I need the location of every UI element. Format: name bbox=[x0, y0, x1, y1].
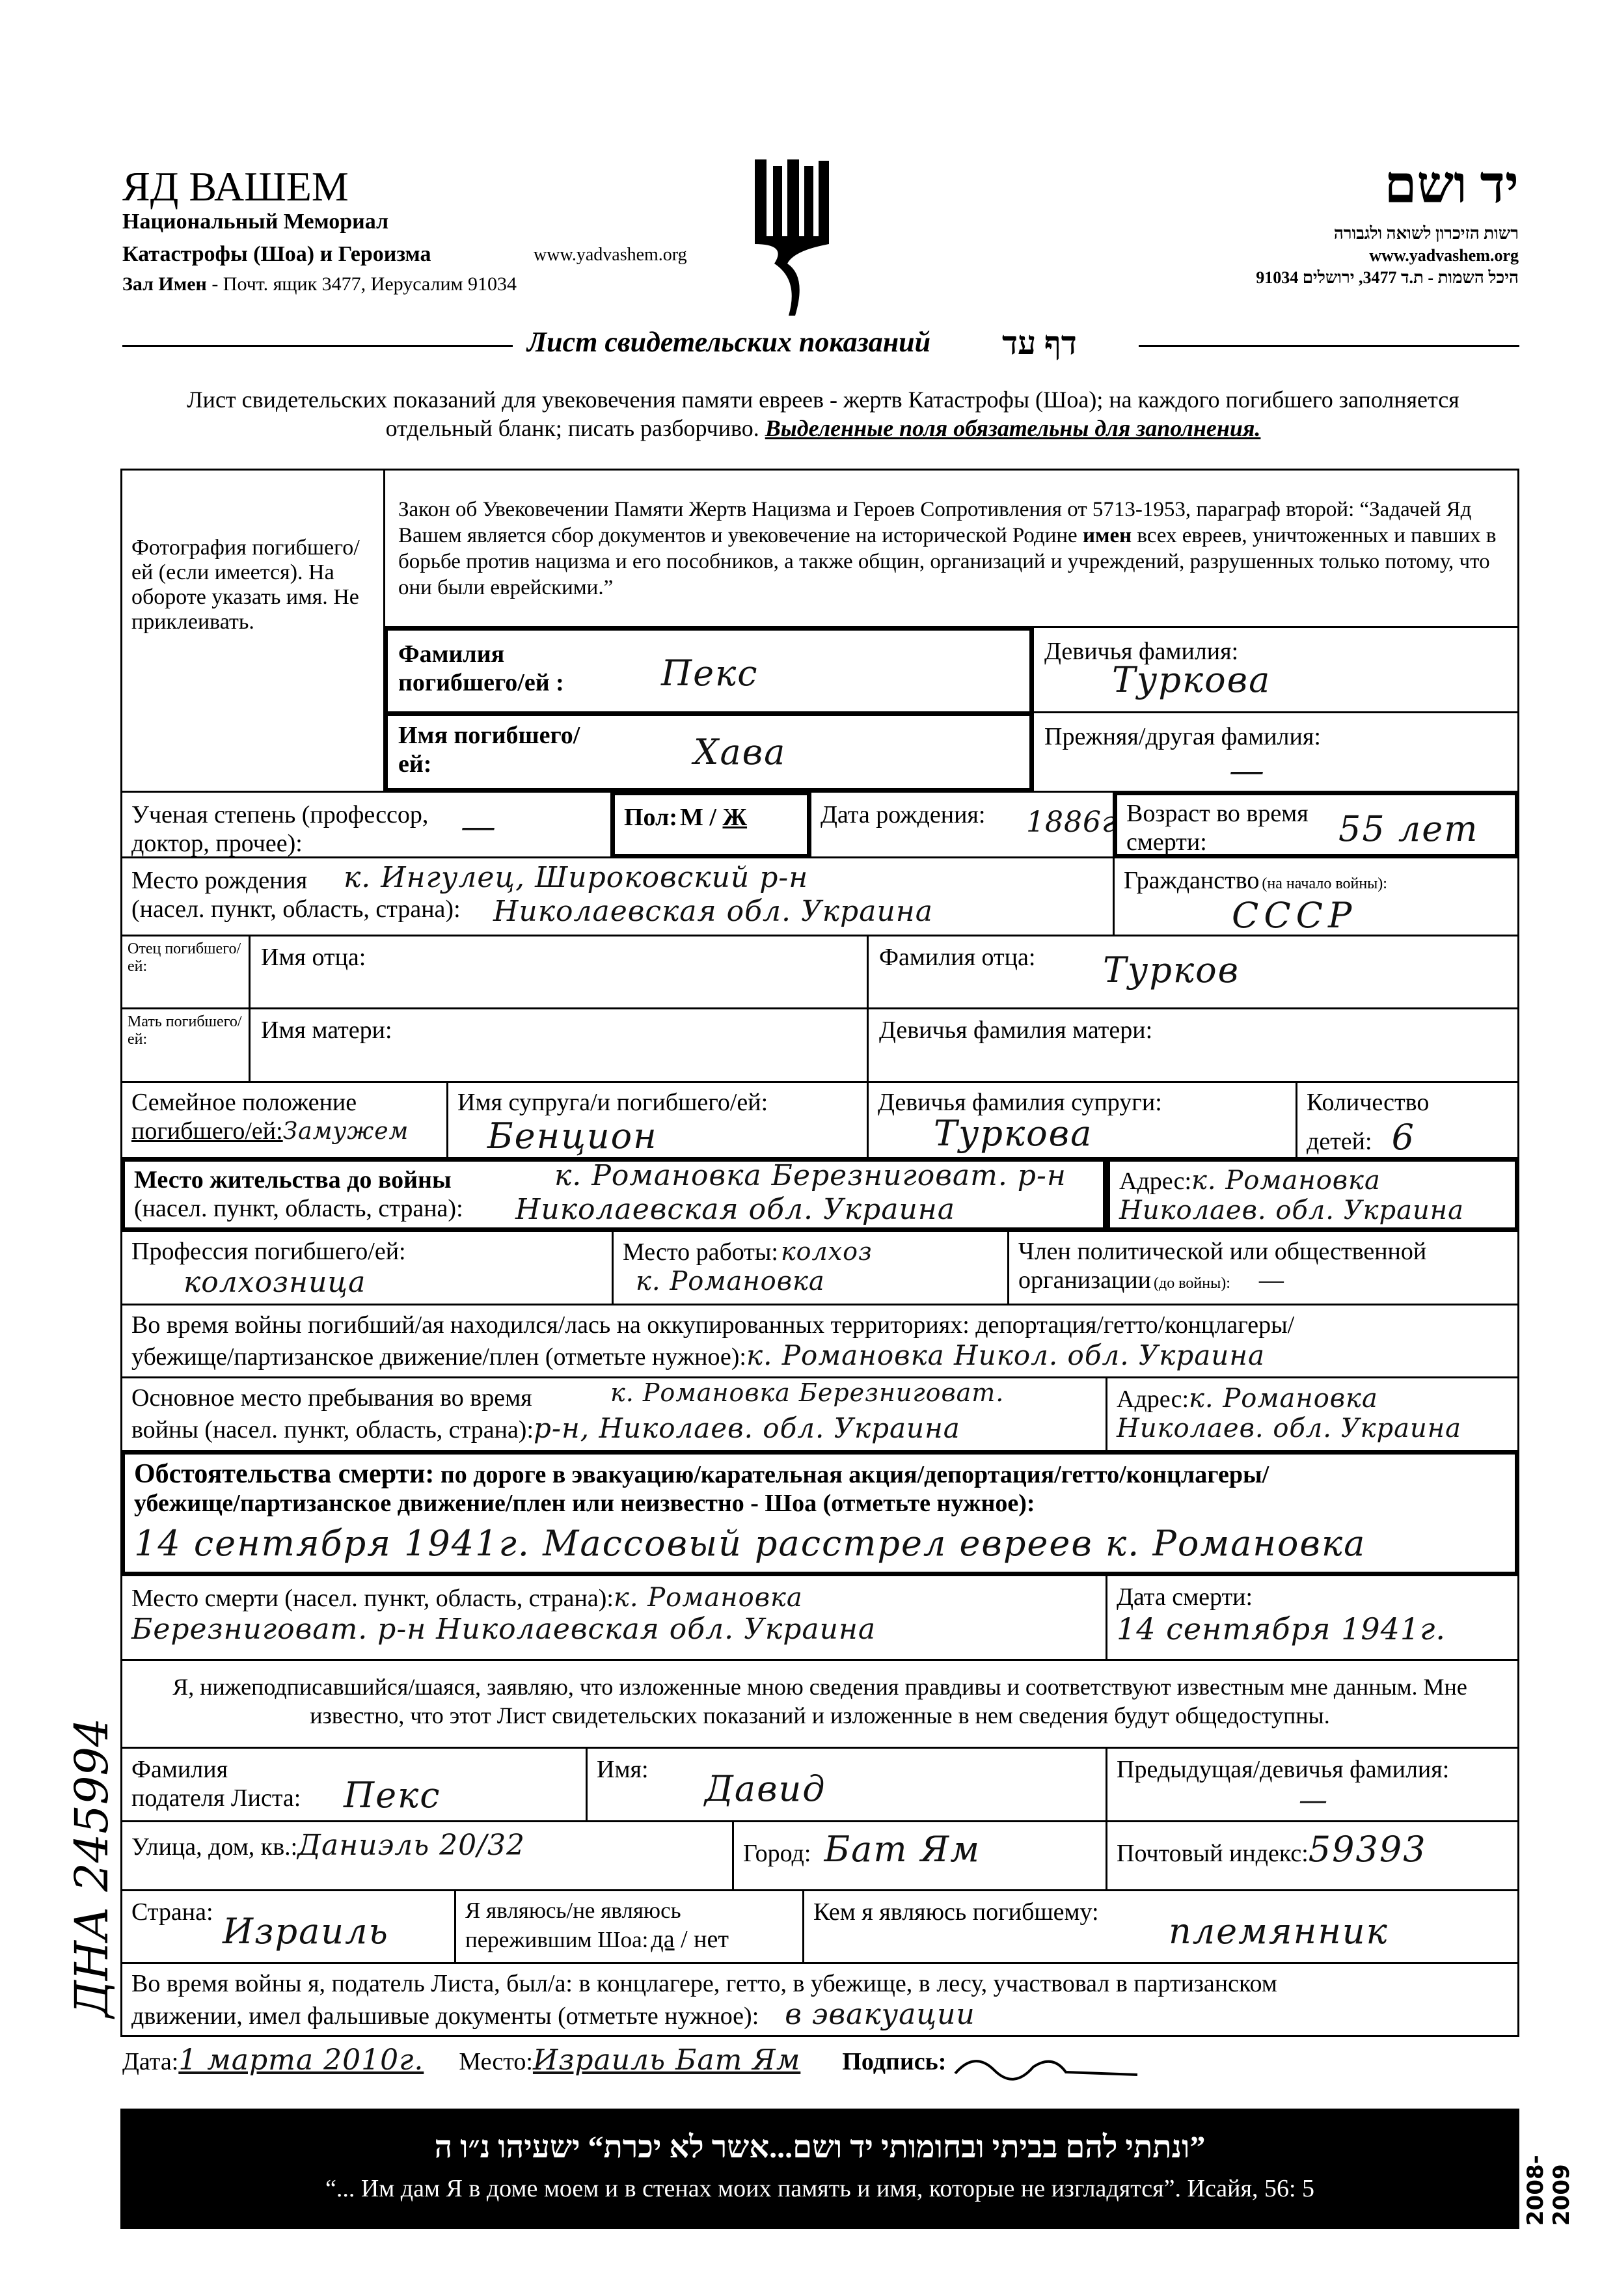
yad-vashem-logo-icon bbox=[748, 153, 833, 322]
sex-field[interactable]: Пол: М / Ж bbox=[610, 791, 811, 858]
survivor-yes-option[interactable]: да bbox=[651, 1926, 675, 1953]
father-surname-field[interactable]: Фамилия отца: Турков bbox=[867, 935, 1519, 1009]
organization-member-field[interactable]: Член политической или общественной организации (до войны): — bbox=[1007, 1230, 1519, 1305]
edition-years: 2008-2009 bbox=[1523, 2155, 1575, 2226]
declaration: Я, нижеподписавшийся/шаяся, заявляю, что изложенные мною сведения правдивы и соответствуют известным мне данным. Мне известно, что этот Лист свидетельских показаний и изложенные в нем сведения будут общедоступны. bbox=[120, 1659, 1519, 1749]
title-rule-right bbox=[1139, 345, 1519, 347]
victim-name-field[interactable]: Имя погибшего/ей: Хава bbox=[383, 711, 1034, 793]
spouse-name-field[interactable]: Имя супруга/и погибшего/ей: Бенцион bbox=[446, 1081, 869, 1159]
submitter-country-field[interactable]: Страна: Израиль bbox=[120, 1889, 456, 1964]
profession-field[interactable]: Профессия погибшего/ей: колхозница bbox=[120, 1230, 614, 1305]
archive-number: ДНА 245994 bbox=[65, 1717, 118, 2017]
mother-side-label: Мать погибшего/ ей: bbox=[120, 1007, 251, 1083]
ru-subtitle-2: Катастрофы (Шоа) и Героизма bbox=[122, 242, 431, 266]
submitter-zip-field[interactable]: Почтовый индекс:59393 bbox=[1106, 1820, 1519, 1891]
sex-option-m[interactable]: М bbox=[680, 804, 703, 831]
submitter-street-field[interactable]: Улица, дом, кв.:Даниэль 20/32 bbox=[120, 1820, 734, 1891]
victim-maiden-field[interactable]: Девичья фамилия: Туркова bbox=[1032, 626, 1519, 713]
submitter-war-status-field[interactable]: Во время войны я, податель Листа, был/а: в концлагере, гетто, в убежище, в лесу, участвовал в партизанском движении, имел фальшивые документы (отметьте нужное): в эвакуации bbox=[120, 1962, 1519, 2037]
occupied-territories-field[interactable]: Во время войны погибший/ая находился/лась на оккупированных территориях: депортация/гетто/концлагеры/ убежище/партизанское движение/плен (отметьте нужное):к. Романовка Никол. обл. Украина bbox=[120, 1304, 1519, 1378]
submitter-city-field[interactable]: Город: Бат Ям bbox=[732, 1820, 1107, 1891]
ru-subtitle-1: Национальный Мемориал bbox=[122, 210, 389, 234]
required-note: Выделенные поля обязательны для заполнения. bbox=[765, 415, 1261, 441]
marital-status-field[interactable]: Семейное положение погибшего/ей:Замужем bbox=[120, 1081, 448, 1159]
children-count-field[interactable]: Количество детей: 6 bbox=[1296, 1081, 1519, 1159]
quote-hebrew: ”ונתתי להם בביתי ובחומותי יד ושם...אשר לא יכרת“ ישעיהו נ״ו ה bbox=[434, 2130, 1206, 2165]
dob-field[interactable]: Дата рождения: 1886г bbox=[809, 791, 1115, 858]
victim-other-surname-field[interactable]: Прежняя/другая фамилия: — bbox=[1032, 711, 1519, 793]
signature-line: Дата:1 марта 2010г. Место:Израиль Бат Ям Подпись: bbox=[122, 2043, 1515, 2086]
he-website: www.yadvashem.org bbox=[1369, 246, 1519, 265]
ru-title: ЯД ВАШЕМ bbox=[122, 163, 349, 210]
submitter-previous-surname-field[interactable]: Предыдущая/девичья фамилия: — bbox=[1106, 1747, 1519, 1822]
sign-place-value[interactable]: Израиль Бат Ям bbox=[532, 2043, 801, 2077]
submitter-name-field[interactable]: Имя: Давид bbox=[586, 1747, 1107, 1822]
father-side-label: Отец погибшего/ ей: bbox=[120, 935, 251, 1009]
victim-surname-value: Пекс bbox=[661, 653, 759, 694]
he-title: יד ושם bbox=[1384, 157, 1519, 214]
intro-text: Лист свидетельских показаний для увековечения памяти евреев - жертв Катастрофы (Шоа); на каждого погибшего заполняется отдельный бланк; писать разборчиво. Выделенные поля обязательны для заполнения. bbox=[187, 387, 1459, 441]
ru-postal-address: - Почт. ящик 3477, Иерусалим 91034 bbox=[206, 273, 517, 295]
death-date-field[interactable]: Дата смерти: 14 сентября 1941г. bbox=[1106, 1574, 1519, 1661]
photo-cell[interactable]: Фотография погибшего/ей (если имеется). На обороте указать имя. Не приклеивать. bbox=[120, 469, 385, 793]
title-rule-left bbox=[122, 345, 513, 347]
law-cell: Закон об Увековечении Памяти Жертв Нацизма и Героев Сопротивления от 5713-1953, параграф второй: “Задачей Яд Вашем является сбор документов и увековечение на исторической Родине имен всех евреев, уничтоженных и павших в борьбе против нацизма и его пособников, а также общин, организаций и учреждений, разрушенных только потому, что они были еврейскими.” bbox=[383, 469, 1519, 628]
quote-russian: “... Им дам Я в доме моем и в стенах моих память и имя, которые не изгладятся”. Исайя, 56: 5 bbox=[325, 2175, 1315, 2202]
signature-scribble-icon bbox=[949, 2047, 1144, 2086]
form-title-he: דף עד bbox=[1002, 325, 1077, 361]
he-postal-address: היכל השמות - ת.ד 3477, ירושלים 91034 bbox=[1256, 268, 1519, 287]
war-place-field[interactable]: Основное место пребывания во время войны (насел. пункт, область, страна):р-н, Николаев. обл. Украина к. Романовка Березниговат. bbox=[120, 1376, 1107, 1452]
workplace-field[interactable]: Место работы: колхоз к. Романовка bbox=[612, 1230, 1009, 1305]
mother-name-field[interactable]: Имя матери: bbox=[249, 1007, 869, 1083]
father-name-field[interactable]: Имя отца: bbox=[249, 935, 869, 1009]
victim-surname-field[interactable]: Фамилия погибшего/ей : Пекс bbox=[383, 626, 1034, 716]
ru-hall-of-names: Зал Имен bbox=[122, 273, 207, 295]
birthplace-field[interactable]: Место рождения (насел. пункт, область, страна): к. Ингулец, Широковский р-н Николаевская обл. Украина bbox=[120, 856, 1115, 936]
relation-field[interactable]: Кем я являюсь погибшему: племянник bbox=[802, 1889, 1519, 1964]
submitter-surname-field[interactable]: Фамилия подателя Листа: Пекс bbox=[120, 1747, 588, 1822]
form-title: Лист свидетельских показаний bbox=[527, 326, 931, 358]
sign-date-value[interactable]: 1 марта 2010г. bbox=[178, 2043, 424, 2077]
mother-maiden-field[interactable]: Девичья фамилия матери: bbox=[867, 1007, 1519, 1083]
he-subtitle: רשות הזיכרון לשואה ולגבורה bbox=[1333, 224, 1519, 243]
sex-option-f[interactable]: Ж bbox=[722, 804, 748, 831]
residence-field[interactable]: Место жительства до войны (насел. пункт, область, страна): к. Романовка Березниговат. р-н Николаевская обл. Украина bbox=[120, 1157, 1107, 1232]
death-place-field[interactable]: Место смерти (насел. пункт, область, страна):к. Романовка Березниговат. р-н Николаевская обл. Украина bbox=[120, 1574, 1107, 1661]
degree-field[interactable]: Ученая степень (профессор, доктор, прочее): — bbox=[120, 791, 612, 858]
war-address-field[interactable]: Адрес:к. Романовка Николаев. обл. Украина bbox=[1106, 1376, 1519, 1452]
survivor-no-option[interactable]: нет bbox=[694, 1926, 729, 1953]
ru-website: www.yadvashem.org bbox=[534, 245, 687, 265]
quote-banner bbox=[120, 2109, 1519, 2229]
survivor-field[interactable]: Я являюсь/не являюсь пережившим Шоа: да / нет bbox=[454, 1889, 804, 1964]
residence-address-field[interactable]: Адрес:к. Романовка Николаев. обл. Украина bbox=[1106, 1157, 1519, 1232]
death-circumstances-field[interactable]: Обстоятельства смерти: по дороге в эвакуацию/карательная акция/депортация/гетто/концлагеры/ убежище/партизанское движение/плен или неизвестно - Шоа (отметьте нужное): 14 сентября 1941г. Массовый расстрел евреев к. Романовка bbox=[120, 1450, 1519, 1576]
age-field[interactable]: Возраст во время смерти: 55 лет bbox=[1113, 791, 1519, 858]
spouse-maiden-field[interactable]: Девичья фамилия супруги: Туркова bbox=[867, 1081, 1297, 1159]
citizenship-field[interactable]: Гражданство (на начало войны): СССР bbox=[1113, 856, 1519, 936]
